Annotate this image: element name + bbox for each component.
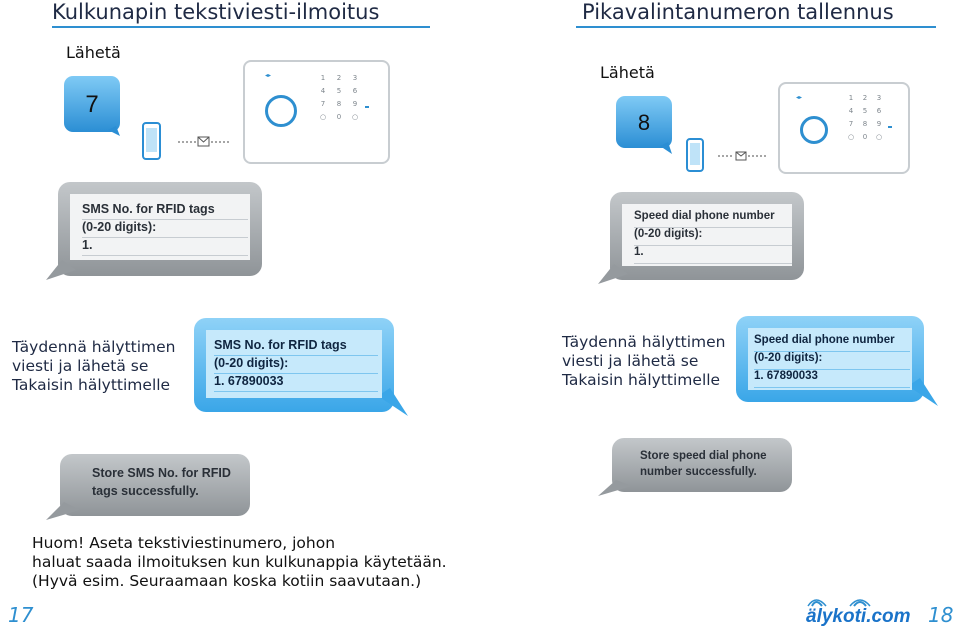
left-instruction: Täydennä hälyttimen viesti ja lähetä se Takaisin hälyttimelle — [12, 338, 176, 394]
panel-key: 7 — [320, 100, 326, 108]
panel-key: 2 — [862, 94, 868, 102]
panel-key: ○ — [875, 133, 883, 141]
right-confirmation-bubble — [598, 436, 794, 498]
logo-text: älykoti.com — [806, 606, 911, 627]
panel-key: 8 — [862, 120, 868, 128]
sms-line: (0-20 digits): — [82, 220, 248, 238]
left-confirmation-bubble — [46, 452, 252, 522]
left-send-label: Lähetä — [66, 43, 121, 62]
panel-key: 1 — [320, 74, 326, 82]
confirmation-line: number successfully. — [640, 466, 757, 478]
panel-key: 2 — [336, 74, 342, 82]
right-instruction: Täydennä hälyttimen viesti ja lähetä se Takaisin hälyttimelle — [562, 333, 726, 389]
sms-line: SMS No. for RFID tags — [214, 338, 378, 356]
sms-line: Speed dial phone number — [634, 210, 792, 228]
panel-key: 5 — [862, 107, 868, 115]
sms-line: (0-20 digits): — [214, 356, 378, 374]
left-sms-request-bubble — [46, 180, 264, 282]
panel-key: 5 — [336, 87, 342, 95]
panel-key: 4 — [848, 107, 854, 115]
panel-key: 4 — [320, 87, 326, 95]
left-title: Kulkunapin tekstiviesti-ilmoitus — [52, 0, 380, 24]
panel-key: 9 — [876, 120, 882, 128]
panel-key: ○ — [351, 113, 359, 121]
panel-key: 6 — [876, 107, 882, 115]
note-text: Huom! Aseta tekstiviestinumero, johon haluat saada ilmoituksen kun kulkunappia käytetään. (Hyvä esim. Seuraamaan koska kotiin saavutaan.) — [32, 534, 447, 590]
panel-key: 9 — [352, 100, 358, 108]
panel-key: 1 — [848, 94, 854, 102]
panel-key: 6 — [352, 87, 358, 95]
left-sms-reply-bubble — [192, 316, 410, 418]
sms-line: Speed dial phone number — [754, 334, 910, 352]
panel-keypad — [844, 94, 886, 141]
page-number-left: 17 — [8, 603, 34, 627]
sms-line: 1. 67890033 — [754, 370, 910, 388]
panel-key: 0 — [336, 113, 342, 121]
panel-keypad — [315, 74, 363, 121]
panel-key: 3 — [352, 74, 358, 82]
panel-key: ○ — [319, 113, 327, 121]
sms-line: SMS No. for RFID tags — [82, 202, 248, 220]
phone-to-device-icon — [140, 122, 245, 162]
right-sms-request-bubble — [598, 190, 806, 286]
key-8-label: 8 — [637, 110, 651, 135]
page-number-right: 18 — [928, 603, 954, 627]
sms-line: 1. — [634, 246, 792, 264]
confirmation-line: Store SMS No. for RFID — [92, 466, 231, 480]
confirmation-line: Store speed dial phone — [640, 450, 767, 462]
left-title-underline — [52, 26, 430, 28]
key-7-icon — [62, 74, 122, 136]
right-title: Pikavalintanumeron tallennus — [582, 0, 894, 24]
alarm-panel-left: ◂▸ 1 2 3 4 5 6 7 8 9 ○ 0 ○ — [243, 60, 390, 164]
right-send-label: Lähetä — [600, 63, 655, 82]
sms-line: (0-20 digits): — [754, 352, 910, 370]
panel-key: 7 — [848, 120, 854, 128]
panel-ring-icon — [800, 116, 828, 144]
panel-key: 8 — [336, 100, 342, 108]
brand-logo — [806, 594, 916, 630]
phone-to-device-icon — [684, 138, 780, 174]
alarm-panel-right: ◂▸ 1 2 3 4 5 6 7 8 9 ○ 0 ○ — [778, 82, 910, 174]
key-7-label: 7 — [85, 91, 99, 118]
confirmation-line: tags successfully. — [92, 484, 199, 498]
key-8-icon — [614, 94, 674, 156]
right-title-underline — [576, 26, 936, 28]
panel-ring-icon — [265, 95, 297, 127]
panel-key: ○ — [847, 133, 855, 141]
sms-line: 1. — [82, 238, 248, 256]
right-sms-reply-bubble — [734, 314, 940, 408]
sms-line: 1. 67890033 — [214, 374, 378, 392]
panel-key: 0 — [862, 133, 868, 141]
sms-line: (0-20 digits): — [634, 228, 792, 246]
panel-key: 3 — [876, 94, 882, 102]
